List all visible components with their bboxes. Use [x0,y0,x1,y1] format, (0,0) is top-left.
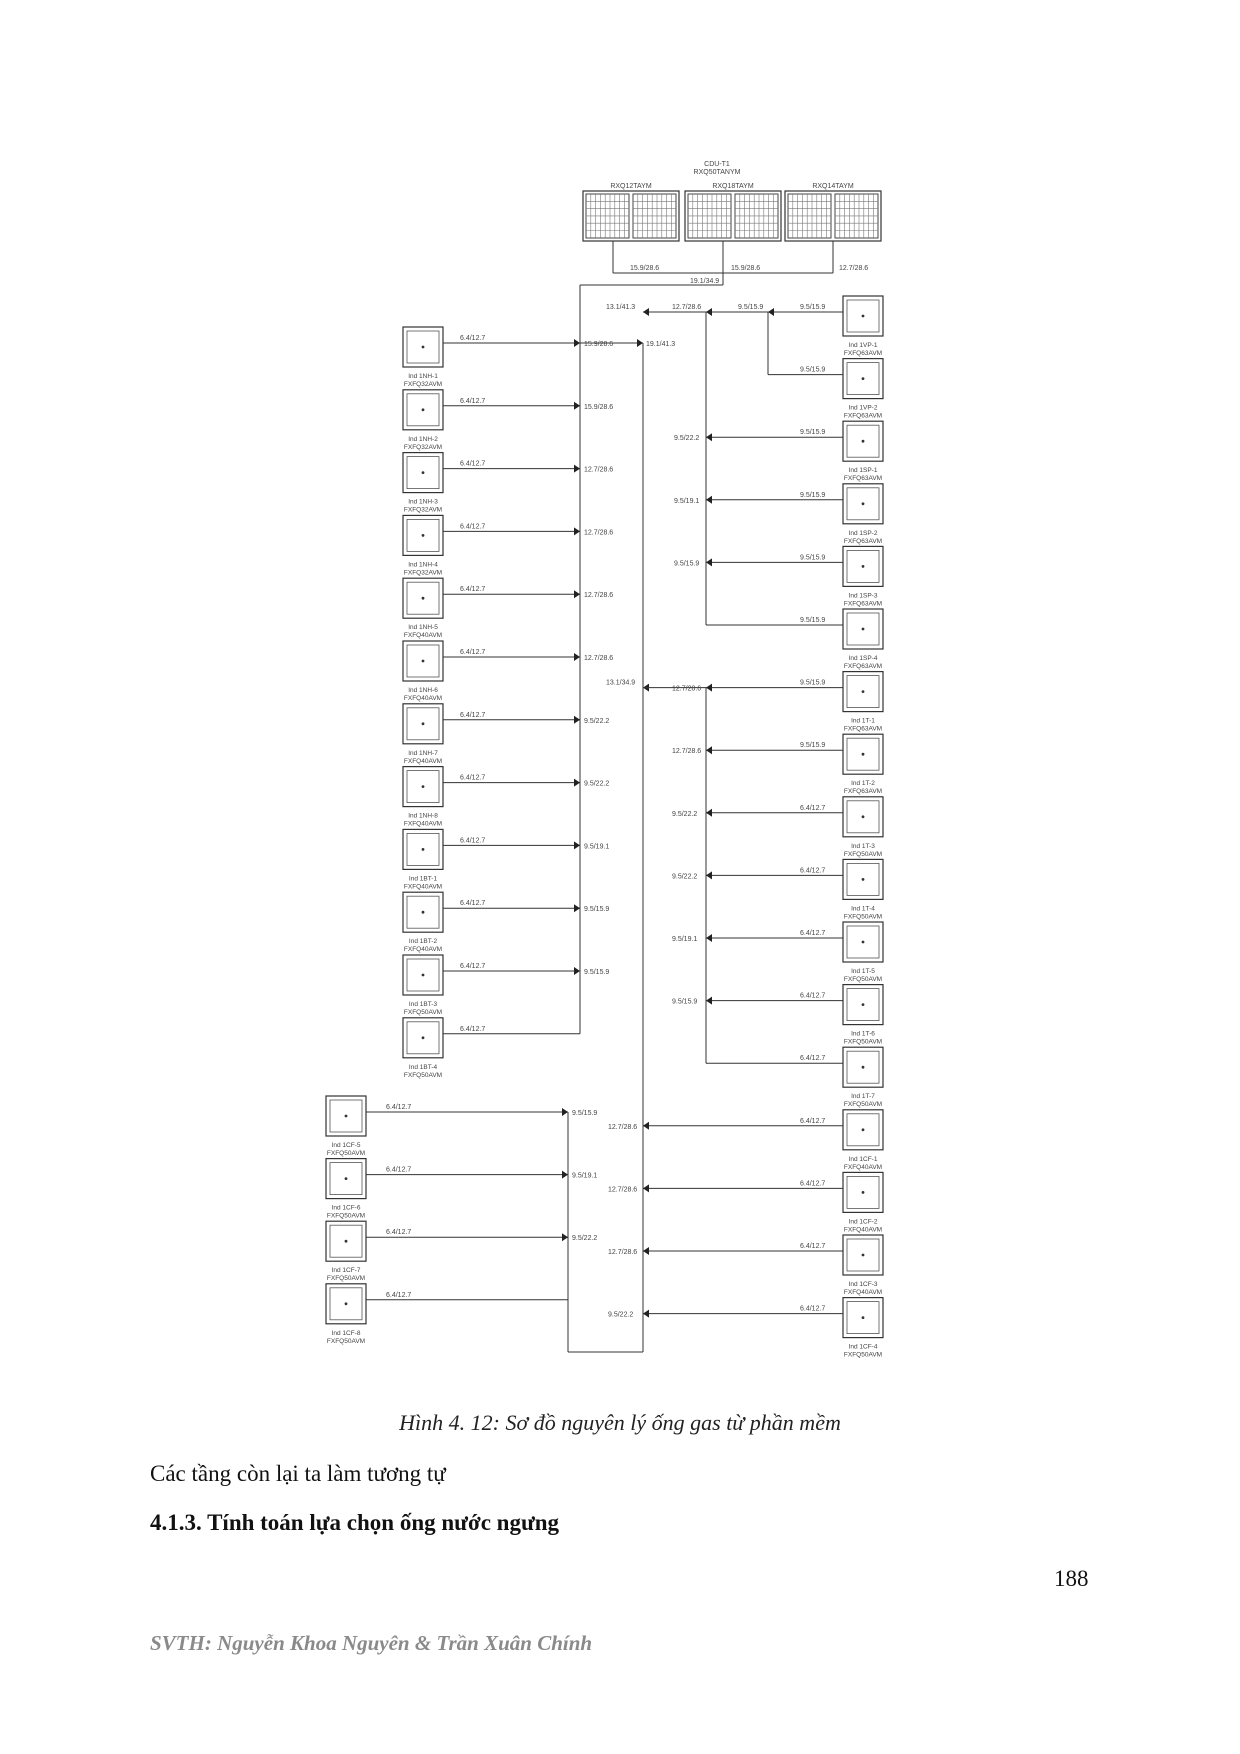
indoor-unit-center [422,911,425,914]
indoor-unit-center [345,1115,348,1118]
indoor-unit-center [862,440,865,443]
indoor-unit-model: FXFQ40AVM [843,1163,883,1171]
outdoor-module [785,191,881,241]
indoor-unit-model: FXFQ32AVM [403,569,443,577]
refnet-joint [574,716,580,724]
indoor-unit-name: Ind 1VP-2 [848,404,878,412]
branch-pipe-label: 6.4/12.7 [800,804,826,812]
branch-pipe-label: 9.5/15.9 [800,366,826,374]
indoor-unit-center [422,597,425,600]
indoor-unit-center [862,753,865,756]
outdoor-module-model: RXQ14TAYM [812,183,854,190]
indoor-unit-center [422,408,425,411]
refnet-joint [574,904,580,912]
refnet-joint [706,496,712,504]
junction-pipe-label: 19.1/41.3 [646,341,676,348]
figure-caption: Hình 4. 12: Sơ đồ nguyên lý ống gas từ phần mềm [399,1410,841,1435]
branch-pipe-label: 6.4/12.7 [460,397,486,405]
branch-pipe-label: 6.4/12.7 [460,586,486,594]
indoor-unit [403,955,443,1016]
branch-pipe-label: 9.5/15.9 [800,679,826,687]
indoor-unit [843,296,883,357]
branch-pipe-label: 6.4/12.7 [386,1104,412,1111]
indoor-unit-model: FXFQ32AVM [403,381,443,388]
indoor-unit-model: FXFQ32AVM [403,506,443,514]
refnet-joint [643,308,649,316]
branch-pipe-label: 9.5/15.9 [800,491,826,499]
indoor-unit-model: FXFQ40AVM [403,946,443,954]
indoor-unit-model: FXFQ40AVM [843,1226,883,1234]
outdoor-module [685,191,781,241]
refnet-pipe-label: 12.7/28.6 [584,529,614,537]
indoor-unit-model: FXFQ40AVM [843,1289,883,1296]
outdoor-module-model: RXQ18TAYM [712,183,754,190]
refnet-joint [574,779,580,787]
outdoor-pipe-label: 15.9/28.6 [731,265,761,272]
refnet-joint [574,590,580,598]
indoor-unit-name: Ind 1SP-1 [848,467,878,475]
indoor-unit-center [422,785,425,788]
indoor-unit-name: Ind 1BT-3 [408,1001,438,1008]
refnet-joint [574,465,580,473]
refnet-joint [706,746,712,754]
indoor-unit [843,359,883,420]
indoor-unit [843,484,883,545]
indoor-unit-center [422,974,425,977]
indoor-unit-model: FXFQ50AVM [843,1101,883,1109]
branch-pipe-label: 6.4/12.7 [800,867,826,875]
branch-pipe-label: 9.5/15.9 [800,617,826,624]
indoor-unit-center [345,1177,348,1180]
pipe-labels [386,265,868,1319]
indoor-unit-center [862,941,865,944]
indoor-unit-name: Ind 1CF-8 [331,1329,361,1337]
indoor-unit-name: Ind 1SP-3 [848,592,878,600]
branch-pipe-label: 9.5/15.9 [800,554,826,562]
indoor-unit-center [862,1316,865,1319]
outdoor-module [583,191,679,241]
branch-pipe-label: 6.4/12.7 [460,1025,486,1033]
branch-pipe-label: 6.4/12.7 [460,900,486,908]
refnet-pipe-label: 12.7/28.6 [672,685,702,693]
refnet-pipe-label: 9.5/15.9 [672,998,698,1006]
branch-pipe-label: 6.4/12.7 [460,774,486,782]
indoor-unit-model: FXFQ63AVM [843,475,883,483]
refnet-pipe-label: 9.5/15.9 [674,560,700,568]
indoor-unit-name: Ind 1CF-2 [848,1218,878,1226]
branch-pipe-label: 6.4/12.7 [800,1117,826,1125]
indoor-unit-model: FXFQ50AVM [843,850,883,858]
indoor-unit-model: FXFQ50AVM [326,1150,366,1157]
indoor-unit-name: Ind 1NH-5 [408,624,438,632]
branch-pipe-label: 9.5/15.9 [800,429,826,437]
indoor-unit-name: Ind 1CF-4 [848,1343,878,1351]
indoor-unit [403,327,443,388]
header-pipe-label: 13.1/34.9 [606,679,636,687]
indoor-unit [403,578,443,639]
indoor-unit-center [862,377,865,380]
outdoor-main-pipe-label: 19.1/34.9 [690,278,720,285]
indoor-unit-name: Ind 1T-5 [851,968,875,975]
indoor-unit-model: FXFQ63AVM [843,350,883,357]
indoor-unit-model: FXFQ50AVM [843,976,883,983]
branch-pipe-label: 6.4/12.7 [460,523,486,531]
refnet-pipe-label: 9.5/19.1 [584,843,610,851]
indoor-unit-name: Ind 1NH-3 [408,498,438,506]
indoor-unit-center [345,1240,348,1243]
refnet-joint [643,1184,649,1192]
branch-pipe-label: 6.4/12.7 [460,335,486,342]
indoor-unit-model: FXFQ50AVM [403,1071,443,1079]
refnet-joint [574,527,580,535]
refnet-joint [706,871,712,879]
branch-pipe-label: 6.4/12.7 [800,930,826,937]
refnet-pipe-label: 9.5/22.2 [608,1311,634,1319]
refnet-pipe-label: 12.7/28.6 [608,1123,638,1131]
indoor-unit-name: Ind 1CF-1 [848,1155,878,1163]
indoor-unit [843,859,883,920]
indoor-units [326,296,883,1359]
indoor-unit [403,704,443,765]
indoor-unit [326,1221,366,1282]
refnet-pipe-label: 9.5/22.2 [572,1235,598,1243]
branch-pipe-label: 6.4/12.7 [460,963,486,970]
indoor-unit-center [862,1003,865,1006]
refnet-pipe-label: 12.7/28.6 [672,748,702,756]
refnet-joint [706,809,712,817]
indoor-unit-center [862,1254,865,1257]
header-pipe-label: 9.5/15.9 [738,304,764,311]
indoor-unit-center [862,878,865,881]
indoor-unit-name: Ind 1CF-7 [331,1267,361,1275]
indoor-unit-name: Ind 1T-2 [851,780,875,788]
indoor-unit [326,1096,366,1157]
indoor-unit-model: FXFQ63AVM [843,412,883,420]
body-paragraph: Các tầng còn lại ta làm tương tự [150,1461,446,1486]
indoor-unit-center [862,502,865,505]
refnet-joint [643,1122,649,1130]
refnet-pipe-label: 12.7/28.6 [608,1249,638,1256]
indoor-unit-model: FXFQ50AVM [326,1337,366,1345]
indoor-unit-name: Ind 1NH-7 [408,749,438,757]
indoor-unit-model: FXFQ63AVM [843,600,883,608]
refnet-pipe-label: 9.5/22.2 [672,810,698,818]
indoor-unit-name: Ind 1BT-2 [408,938,438,946]
indoor-unit [843,797,883,858]
indoor-unit-name: Ind 1SP-2 [848,529,878,537]
outdoor-unit-group [583,161,881,241]
branch-pipe-label: 6.4/12.7 [800,992,826,1000]
indoor-unit-name: Ind 1T-1 [851,717,875,725]
indoor-unit-center [862,628,865,631]
indoor-unit-model: FXFQ63AVM [843,725,883,733]
indoor-unit-name: Ind 1NH-6 [408,687,438,694]
indoor-unit-model: FXFQ40AVM [403,632,443,640]
indoor-unit [843,922,883,983]
refnet-pipe-label: 9.5/22.2 [674,435,700,443]
indoor-unit [403,1018,443,1079]
branch-pipe-label: 6.4/12.7 [460,649,486,656]
branch-pipe-label: 6.4/12.7 [800,1055,826,1063]
indoor-unit-center [422,534,425,537]
refnet-joint [706,934,712,942]
page-footer: SVTH: Nguyễn Khoa Nguyên & Trần Xuân Chính [150,1631,593,1655]
refnet-joint [562,1108,568,1116]
refnet-pipe-label: 9.5/15.9 [572,1110,598,1117]
refnet-joint [574,653,580,661]
header-pipe-label: 12.7/28.6 [672,304,702,311]
refnet-joint [562,1171,568,1179]
refnet-joint [637,339,643,347]
refnet-joint [706,558,712,566]
indoor-unit [843,421,883,482]
indoor-unit [403,390,443,451]
indoor-unit-center [862,1066,865,1069]
indoor-unit-center [422,471,425,474]
indoor-unit [843,985,883,1046]
indoor-unit [843,1110,883,1171]
indoor-unit [843,672,883,733]
indoor-unit-name: Ind 1T-3 [851,842,875,850]
refnet-pipe-label: 15.9/28.6 [584,403,614,411]
indoor-unit-name: Ind 1NH-8 [408,812,438,820]
outdoor-module-model: RXQ12TAYM [610,183,652,190]
indoor-unit-name: Ind 1T-4 [851,905,875,913]
indoor-unit [843,1235,883,1296]
indoor-unit [843,1298,883,1359]
refnet-pipe-label: 9.5/15.9 [584,906,610,914]
indoor-unit-center [862,1128,865,1131]
refnet-pipe-label: 12.7/28.6 [608,1186,638,1194]
indoor-unit-model: FXFQ32AVM [403,443,443,451]
indoor-unit-center [422,660,425,663]
branch-pipe-label: 6.4/12.7 [460,837,486,845]
outdoor-group-model: RXQ50TANYM [693,169,741,176]
refnet-pipe-label: 9.5/19.1 [672,936,698,943]
branch-pipe-label: 6.4/12.7 [386,1291,412,1299]
indoor-unit-center [862,565,865,568]
branch-pipe-label: 6.4/12.7 [460,711,486,719]
refnet-pipe-label: 9.5/15.9 [584,969,610,976]
indoor-unit-center [862,1191,865,1194]
indoor-unit-model: FXFQ50AVM [326,1275,366,1283]
indoor-unit-model: FXFQ50AVM [843,1351,883,1359]
outdoor-pipe-label: 15.9/28.6 [630,265,660,272]
indoor-unit-name: Ind 1NH-2 [408,435,438,443]
indoor-unit [403,453,443,514]
indoor-unit [403,515,443,576]
indoor-unit [403,641,443,702]
indoor-unit-model: FXFQ63AVM [843,663,883,670]
refnet-joint [643,1247,649,1255]
indoor-unit-center [422,848,425,851]
indoor-unit-name: Ind 1NH-1 [408,373,438,380]
indoor-unit [843,609,883,670]
outdoor-pipe-label: 12.7/28.6 [839,265,869,272]
branch-pipe-label: 9.5/15.9 [800,304,826,311]
outdoor-group-label: CDU-T1 [704,161,730,168]
indoor-unit-model: FXFQ40AVM [403,757,443,765]
indoor-unit [843,734,883,795]
refnet-joint [562,1233,568,1241]
indoor-unit-model: FXFQ40AVM [403,820,443,828]
indoor-unit-center [422,1036,425,1039]
refnet-joint [643,1310,649,1318]
branch-pipe-label: 6.4/12.7 [800,1305,826,1313]
refnet-joint [706,308,712,316]
indoor-unit-name: Ind 1SP-4 [848,655,878,662]
branch-pipe-label: 6.4/12.7 [460,460,486,468]
indoor-unit [326,1284,366,1345]
indoor-unit-model: FXFQ40AVM [403,695,443,702]
refnet-pipe-label: 12.7/28.6 [584,655,614,662]
indoor-unit [843,1047,883,1108]
indoor-unit-center [422,346,425,349]
indoor-unit-model: FXFQ63AVM [843,788,883,796]
section-heading: 4.1.3. Tính toán lựa chọn ống nước ngưng [150,1510,560,1535]
indoor-unit [843,546,883,607]
refnet-joint [706,433,712,441]
indoor-unit-model: FXFQ50AVM [843,1038,883,1046]
indoor-unit [403,892,443,953]
page-number: 188 [1054,1566,1089,1591]
indoor-unit-model: FXFQ50AVM [843,913,883,921]
indoor-unit-name: Ind 1NH-4 [408,561,438,569]
refnet-joint [574,402,580,410]
indoor-unit [326,1159,366,1220]
refnet-pipe-label: 9.5/22.2 [584,780,610,788]
indoor-unit-model: FXFQ63AVM [843,537,883,545]
indoor-unit [403,767,443,828]
branch-pipe-label: 6.4/12.7 [386,1229,412,1237]
indoor-unit-name: Ind 1T-6 [851,1030,875,1038]
refnet-pipe-label: 9.5/22.2 [584,717,610,725]
refnet-joint [706,997,712,1005]
header-pipe-label: 13.1/41.3 [606,304,636,311]
refnet-pipe-label: 9.5/22.2 [672,873,698,881]
indoor-unit-name: Ind 1CF-6 [331,1204,361,1212]
branch-pipe-label: 9.5/15.9 [800,742,826,750]
refnet-joint [574,841,580,849]
indoor-unit-name: Ind 1BT-4 [408,1063,438,1071]
refnet-pipe-label: 12.7/28.6 [584,592,614,600]
refnet-pipe-label: 9.5/19.1 [572,1172,598,1180]
indoor-unit-model: FXFQ50AVM [326,1212,366,1220]
indoor-unit-model: FXFQ50AVM [403,1009,443,1016]
indoor-unit-center [862,315,865,318]
indoor-unit-center [862,815,865,818]
indoor-unit-name: Ind 1CF-3 [848,1281,878,1288]
refnet-pipe-label: 15.9/28.6 [584,341,614,348]
indoor-unit-center [422,722,425,725]
indoor-unit-name: Ind 1BT-1 [408,875,438,883]
indoor-unit [843,1172,883,1233]
indoor-unit-model: FXFQ40AVM [403,883,443,891]
refnet-joint [574,967,580,975]
refnet-joint [706,684,712,692]
indoor-unit [403,829,443,890]
indoor-unit-name: Ind 1T-7 [851,1093,875,1101]
refnet-joint [768,308,774,316]
refnet-pipe-label: 9.5/19.1 [674,497,700,505]
indoor-unit-center [345,1302,348,1305]
branch-pipe-label: 6.4/12.7 [800,1243,826,1250]
branch-pipe-label: 6.4/12.7 [386,1166,412,1174]
branch-pipe-label: 6.4/12.7 [800,1180,826,1188]
indoor-unit-name: Ind 1CF-5 [331,1142,361,1149]
indoor-unit-center [862,690,865,693]
refnet-joint [574,339,580,347]
refnet-pipe-label: 12.7/28.6 [584,466,614,474]
indoor-unit-name: Ind 1VP-1 [848,342,878,349]
